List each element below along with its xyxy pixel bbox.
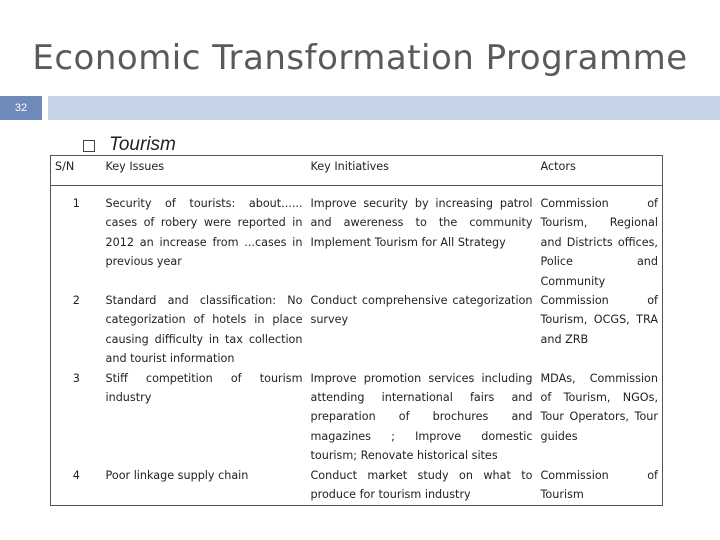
row-actors: Commission of Tourism, OCGS, TRA and ZRB bbox=[540, 294, 658, 346]
row-sn: 2 bbox=[72, 294, 80, 308]
slide-title: Economic Transformation Programme bbox=[32, 38, 688, 78]
header-sn: S/N bbox=[51, 156, 102, 186]
table-row bbox=[51, 291, 663, 369]
row-actors: Commission of Tourism bbox=[540, 468, 658, 502]
row-initiative: Improve security by increasing patrol and awereness to the community Implement Tourism for All Strategy bbox=[310, 197, 533, 249]
tourism-table bbox=[50, 155, 663, 506]
header-key-initiatives: Key Initiatives bbox=[307, 156, 537, 186]
section-heading-text: Tourism bbox=[109, 134, 176, 155]
row-actors: MDAs, Commission of Tourism, NGOs, Tour Operators, Tour guides bbox=[540, 371, 658, 443]
row-sn: 1 bbox=[72, 197, 80, 210]
table-header-row bbox=[51, 156, 663, 186]
slide-number: 32 bbox=[14, 102, 28, 114]
row-issue: Poor linkage supply chain bbox=[105, 468, 249, 482]
row-issue: Security of tourists: about...... cases of robery were reported in 2012 an increase from ...cases in previous year bbox=[105, 197, 303, 269]
row-initiative: Improve promotion services including attending international fairs and preparation of brochures and magazines ; Improve domestic tourism; Renovate historical sites bbox=[310, 371, 533, 463]
table-row bbox=[51, 369, 663, 466]
table-row bbox=[51, 466, 663, 505]
row-initiative: Conduct comprehensive categorization survey bbox=[310, 294, 533, 327]
row-sn: 4 bbox=[72, 468, 80, 482]
bullet-box-icon bbox=[83, 140, 95, 152]
header-actors: Actors bbox=[537, 156, 663, 186]
table-row bbox=[51, 186, 663, 292]
row-issue: Stiff competition of tourism industry bbox=[105, 371, 303, 405]
slide-number-badge bbox=[0, 96, 42, 120]
row-sn: 3 bbox=[72, 371, 80, 385]
row-actors: Commission of Tourism, Regional and Districts offices, Police and Community bbox=[540, 197, 658, 288]
section-heading bbox=[83, 134, 176, 156]
header-bar bbox=[48, 96, 720, 120]
row-initiative: Conduct market study on what to produce for tourism industry bbox=[310, 468, 533, 502]
row-issue: Standard and classification: No categorization of hotels in place causing difficulty in tax collection and tourist information bbox=[105, 294, 303, 366]
header-key-issues: Key Issues bbox=[102, 156, 307, 186]
